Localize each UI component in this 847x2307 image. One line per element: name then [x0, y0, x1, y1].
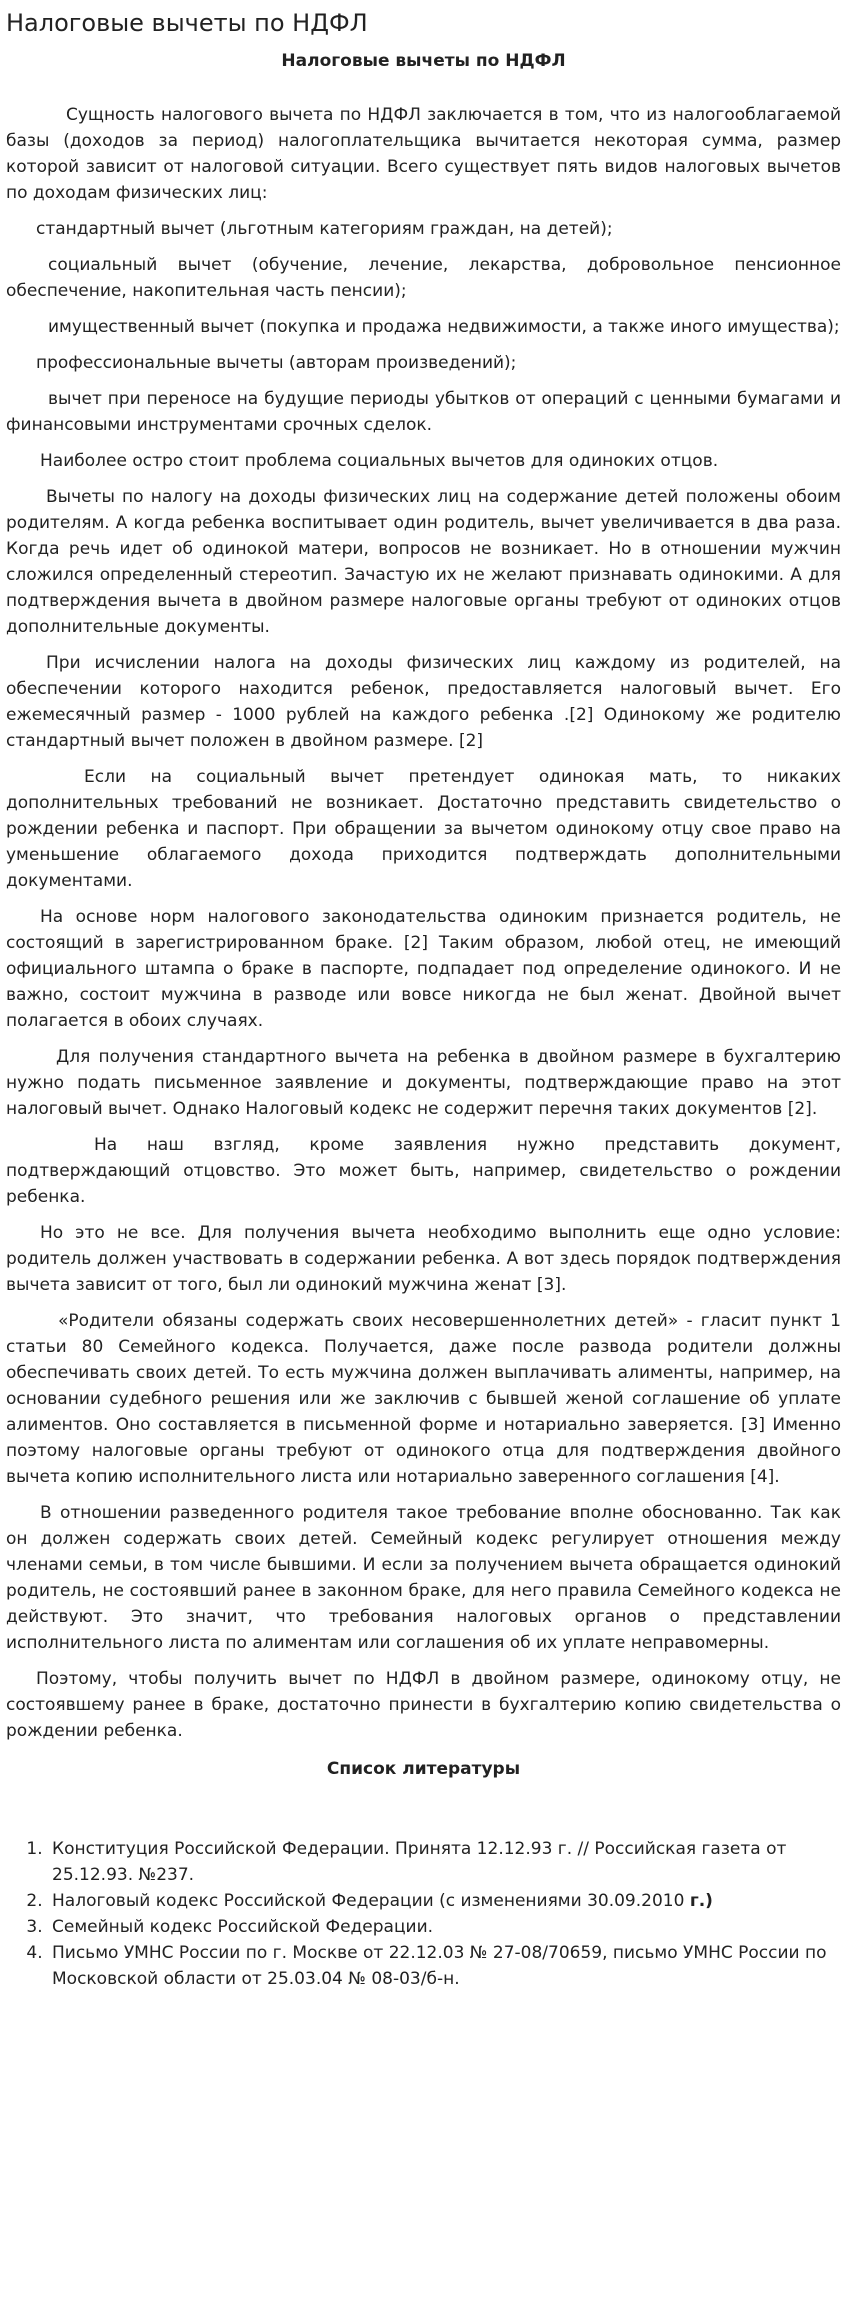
paragraph-tax-law-basis: На основе норм налогового законодательства одиноким признается родитель, не состоящий в зарегистрированном браке. [2] Таким образом, любой отец, не имеющий официального штампа о браке в паспорте, подпадает под определение одинокого. И не важно, состоит мужчина в разводе или вовсе никогда не был женат. Двойной вычет полагается в обоих случаях. — [6, 907, 841, 1031]
paragraph-property-deduction: имущественный вычет (покупка и продажа недвижимости, а также иного имущества); — [48, 317, 840, 337]
paragraph-professional-deduction: профессиональные вычеты (авторам произведений); — [36, 353, 517, 373]
paragraph-single-fathers: Наиболее остро стоит проблема социальных вычетов для одиноких отцов. — [40, 451, 719, 471]
paragraph-loss-carryforward: вычет при переносе на будущие периоды убытков от операций с ценными бумагами и финансовыми инструментами срочных сделок. — [6, 389, 841, 435]
page-title: Налоговые вычеты по НДФЛ — [6, 9, 368, 37]
reference-item: 3. Семейный кодекс Российской Федерации. — [48, 1914, 841, 1940]
reference-item: 4. Письмо УМНС России по г. Москве от 22.12.03 № 27-08/70659, письмо УМНС России по Московской области от 25.03.04 № 08-03/б-н. — [48, 1940, 841, 1992]
paragraph-family-code: «Родители обязаны содержать своих несовершеннолетних детей» - гласит пункт 1 статьи 80 Семейного кодекса. Получается, даже после развода родители должны обеспечивать своих детей. То есть мужчина должен выплачивать алименты, например, на основании судебного решения или же заключив с бывшей женой соглашение об уплате алиментов. Оно составляется в письменной форме и нотариально заверяется. [3] Именно поэтому налоговые органы требуют от одинокого отца для подтверждения двойного вычета копию исполнительного листа или нотариально заверенного соглашения [4]. — [6, 1311, 841, 1487]
paragraph-standard-deduction-docs: Для получения стандартного вычета на ребенка в двойном размере в бухгалтерию нужно подать письменное заявление и документы, подтверждающие право на этот налоговый вычет. Однако Налоговый кодекс не содержит перечня таких документов [2]. — [6, 1047, 841, 1119]
paragraph-both-parents: Вычеты по налогу на доходы физических лиц на содержание детей положены обоим родителям. А когда ребенка воспитывает один родитель, вычет увеличивается в два раза. Когда речь идет об одинокой матери, вопросов не возникает. Но в отношении мужчин сложился определенный стереотип. Зачастую их не желают признавать одинокими. А для подтверждения вычета в двойном размере налоговые органы требуют от одиноких отцов дополнительные документы. — [6, 487, 841, 637]
reference-item: 2. Налоговый кодекс Российской Федерации (с изменениями 30.09.2010 г.) — [48, 1888, 841, 1914]
paragraph-support-condition: Но это не все. Для получения вычета необходимо выполнить еще одно условие: родитель должен участвовать в содержании ребенка. А вот здесь порядок подтверждения вычета зависит от того, был ли одинокий мужчина женат [3]. — [6, 1223, 841, 1295]
paragraph-single-mother: Если на социальный вычет претендует одинокая мать, то никаких дополнительных требований не возникает. Достаточно представить свидетельство о рождении ребенка и паспорт. При обращении за вычетом одинокому отцу свое право на уменьшение облагаемого дохода приходится подтверждать дополнительными документами. — [6, 767, 841, 891]
paragraph-conclusion: Поэтому, чтобы получить вычет по НДФЛ в двойном размере, одинокому отцу, не состоявшему ранее в браке, достаточно принести в бухгалтерию копию свидетельства о рождении ребенка. — [6, 1669, 841, 1741]
paragraph-social-deduction: социальный вычет (обучение, лечение, лекарства, добровольное пенсионное обеспечение, накопительная часть пенсии); — [6, 255, 841, 301]
references-heading: Список литературы — [326, 1759, 521, 1779]
paragraph-paternity-document: На наш взгляд, кроме заявления нужно представить документ, подтверждающий отцовство. Это может быть, например, свидетельство о рождении ребенка. — [6, 1135, 841, 1207]
paragraph-intro: Сущность налогового вычета по НДФЛ заключается в том, что из налогооблагаемой базы (доходов за период) налогоплательщика вычитается некоторая сумма, размер которой зависит от налоговой ситуации. Всего существует пять видов налоговых вычетов по доходам физических лиц: — [6, 105, 841, 203]
reference-bold-tail: г.) — [689, 1891, 713, 1911]
paragraph-standard-deduction: стандартный вычет (льготным категориям граждан, на детей); — [36, 219, 613, 239]
paragraph-calculation: При исчислении налога на доходы физических лиц каждому из родителей, на обеспечении которого находится ребенок, предоставляется налоговый вычет. Его ежемесячный размер - 1000 рублей на каждого ребенка .[2] Одинокому же родителю стандартный вычет положен в двойном размере. [2] — [6, 653, 841, 751]
paragraph-divorced-parent: В отношении разведенного родителя такое требование вполне обоснованно. Так как он должен содержать своих детей. Семейный кодекс регулирует отношения между членами семьи, в том числе бывшими. И если за получением вычета обращается одинокий родитель, не состоявший ранее в законном браке, для него правила Семейного кодекса не действуют. Это значит, что требования налоговых органов о представлении исполнительного листа по алиментам или соглашения об их уплате неправомерны. — [6, 1503, 841, 1653]
references-list — [6, 1836, 841, 1992]
document-heading: Налоговые вычеты по НДФЛ — [281, 51, 566, 71]
reference-item: 1. Конституция Российской Федерации. Принята 12.12.93 г. // Российская газета от 25.12.93. №237. — [48, 1836, 841, 1888]
